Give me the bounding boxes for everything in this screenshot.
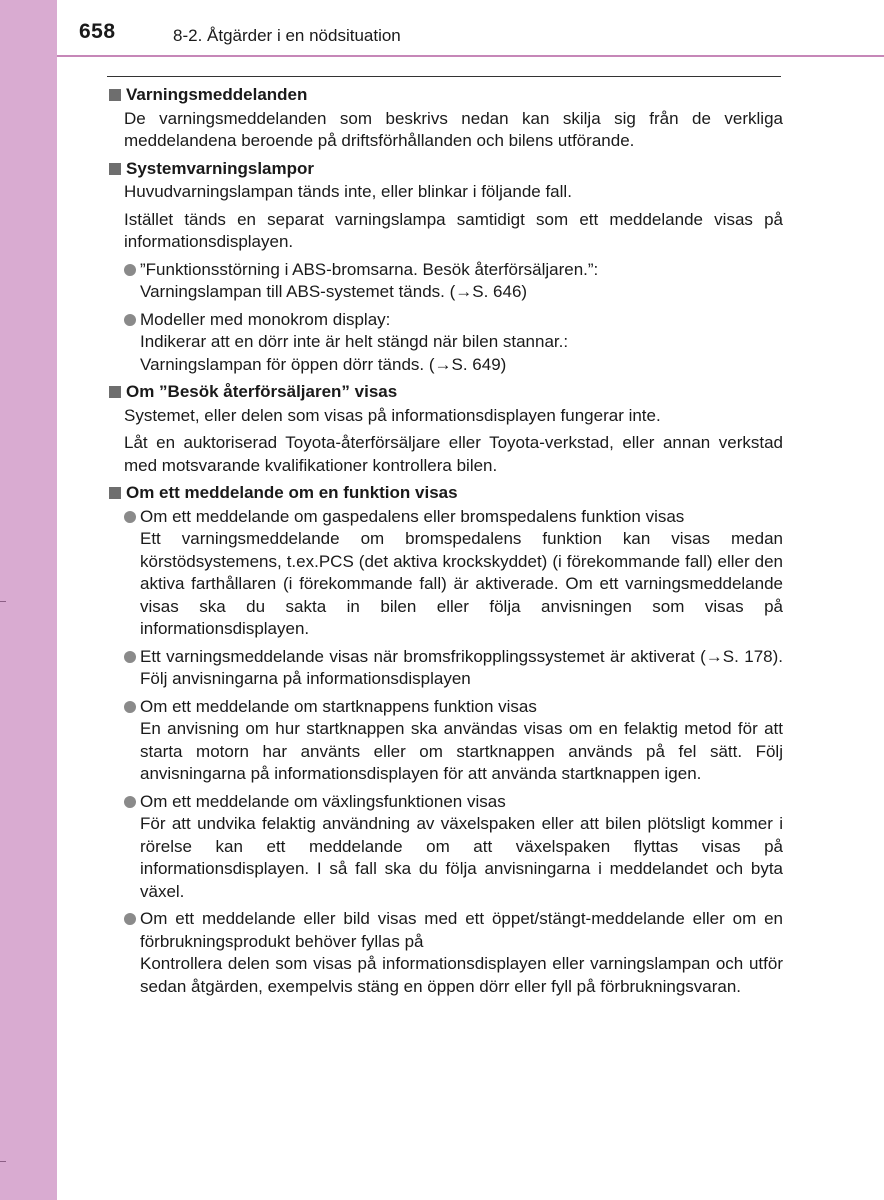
round-bullet-icon xyxy=(124,701,136,713)
square-bullet-icon xyxy=(109,163,121,175)
bullet-line: Om ett meddelande om växlingsfunktionen visas xyxy=(140,791,506,811)
bullet-line: Om ett meddelande om startknappens funktion visas xyxy=(140,696,537,716)
bullet-line: Om ett meddelande om gaspedalens eller bromspedalens funktion visas xyxy=(140,506,685,526)
page-number: 658 xyxy=(79,20,116,43)
section-heading xyxy=(107,84,783,107)
bullet-line: ”Funktionsstörning i ABS-bromsarna. Besök återförsäljaren.”: xyxy=(140,259,599,279)
section-title: Varningsmeddelanden xyxy=(126,85,308,104)
square-bullet-icon xyxy=(109,487,121,499)
list-item xyxy=(124,309,783,377)
bullet-text: En anvisning om hur startknappen ska användas visas om en felaktig metod för att starta motorn har använts eller om startknappen används på fel sätt. Följ anvisningarna på informationsdisplayen för att använda startknappen igen. xyxy=(140,719,783,783)
round-bullet-icon xyxy=(124,913,136,925)
bullet-text: Ett varningsmeddelande om bromspedalens funktion kan visas medan körstödsystemens, t.ex.PCS (det aktiva krockskyddet) (i förekommande fall) eller den aktiva farthållaren (i förekommande fall) är aktiverade. Om ett varningsmeddelande visas ska du sakta in bilen eller följa anvisningen som visas på informationsdisplayen. xyxy=(140,529,783,638)
bullet-line: Varningslampan till ABS-systemet tänds. (→S. 646) xyxy=(140,282,528,301)
paragraph: Låt en auktoriserad Toyota-återförsäljare eller Toyota-verkstad, eller annan verkstad med motsvarande kvalifikationer kontrollera bilen. xyxy=(124,433,783,475)
round-bullet-icon xyxy=(124,314,136,326)
header-divider xyxy=(57,55,884,57)
round-bullet-icon xyxy=(124,511,136,523)
round-bullet-icon xyxy=(124,264,136,276)
page-content xyxy=(107,84,783,1003)
chapter-title: 8-2. Åtgärder i en nödsituation xyxy=(173,26,401,45)
content-top-rule xyxy=(107,76,781,77)
section-funktion-visas xyxy=(107,482,783,998)
round-bullet-icon xyxy=(124,796,136,808)
section-heading xyxy=(107,158,783,181)
edge-tick-mark xyxy=(0,1161,6,1162)
bullet-text: Om ett meddelande eller bild visas med ett öppet/stängt-meddelande eller om en förbrukningsprodukt behöver fyllas på xyxy=(140,909,783,951)
list-item xyxy=(124,259,783,304)
round-bullet-icon xyxy=(124,651,136,663)
bullet-line: Varningslampan för öppen dörr tänds. (→S. 649) xyxy=(140,354,507,374)
section-title: Om ”Besök återförsäljaren” visas xyxy=(126,382,398,401)
section-systemvarningslampor xyxy=(107,158,783,377)
square-bullet-icon xyxy=(109,89,121,101)
section-heading xyxy=(107,482,783,505)
bullet-text: Ett varningsmeddelande visas när bromsfrikopplingssystemet är aktiverat (→S. 178). Följ anvisningarna på informationsdisplayen xyxy=(140,646,783,688)
square-bullet-icon xyxy=(109,386,121,398)
bullet-text: För att undvika felaktig användning av växelspaken eller att bilen plötsligt kommer i rörelse kan ett meddelande om att växelspaken flyttas visas på informationsdisplayen. I så fall ska du följa anvisningarna i meddelandet och byta växel. xyxy=(140,814,783,901)
list-item xyxy=(124,646,783,691)
paragraph: De varningsmeddelanden som beskrivs nedan kan skilja sig från de verkliga meddelandena beroende på driftsförhållanden och bilens utförande. xyxy=(124,108,783,150)
paragraph: Systemet, eller delen som visas på informationsdisplayen fungerar inte. xyxy=(124,405,661,425)
bullet-text: Kontrollera delen som visas på informationsdisplayen eller varningslampan och utför sedan åtgärden, exempelvis stäng en öppen dörr eller fyll på förbrukningsvaran. xyxy=(140,954,783,996)
list-item xyxy=(124,791,783,904)
section-heading xyxy=(107,381,783,404)
bullet-line: Indikerar att en dörr inte är helt stängd när bilen stannar.: xyxy=(140,332,569,351)
paragraph: Istället tänds en separat varningslampa samtidigt som ett meddelande visas på informationsdisplayen. xyxy=(124,209,783,251)
bullet-line: Modeller med monokrom display: xyxy=(140,309,391,329)
section-title: Systemvarningslampor xyxy=(126,158,315,178)
section-title: Om ett meddelande om en funktion visas xyxy=(126,483,458,502)
list-item xyxy=(124,908,783,998)
section-varningsmeddelanden xyxy=(107,84,783,153)
chapter-side-tab xyxy=(0,0,57,1200)
edge-tick-mark xyxy=(0,601,6,602)
list-item xyxy=(124,506,783,641)
list-item xyxy=(124,696,783,786)
section-besok-aterforsaljaren xyxy=(107,381,783,477)
paragraph: Huvudvarningslampan tänds inte, eller blinkar i följande fall. xyxy=(124,182,572,201)
